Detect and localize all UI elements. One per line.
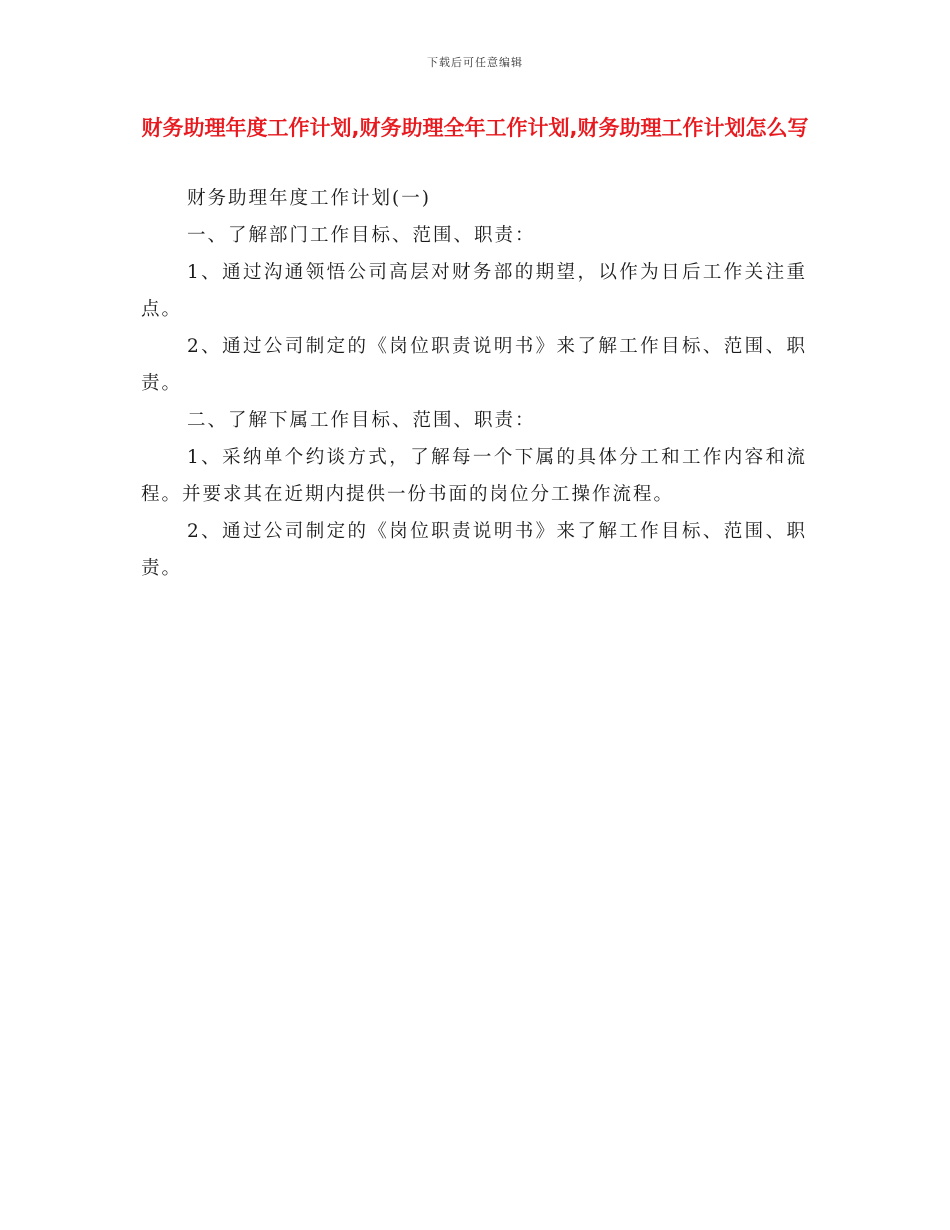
subsection-heading: 二、了解下属工作目标、范围、职责： <box>187 410 536 431</box>
header-note: 下载后可任意编辑 <box>427 56 523 69</box>
document-body <box>141 180 807 587</box>
document-title: 财务助理年度工作计划,财务助理全年工作计划,财务助理工作计划怎么写 <box>141 116 809 140</box>
paragraph: 1、采纳单个约谈方式，了解每一个下属的具体分工和工作内容和流程。并要求其在近期内提供一份书面的岗位分工操作流程。 <box>141 447 807 505</box>
paragraph: 1、通过沟通领悟公司高层对财务部的期望，以作为日后工作关注重点。 <box>141 262 807 320</box>
paragraph: 2、通过公司制定的《岗位职责说明书》来了解工作目标、范围、职责。 <box>141 521 807 579</box>
section-heading: 财务助理年度工作计划(一) <box>187 188 431 209</box>
paragraph: 2、通过公司制定的《岗位职责说明书》来了解工作目标、范围、职责。 <box>141 336 807 394</box>
subsection-heading: 一、了解部门工作目标、范围、职责： <box>187 225 536 246</box>
